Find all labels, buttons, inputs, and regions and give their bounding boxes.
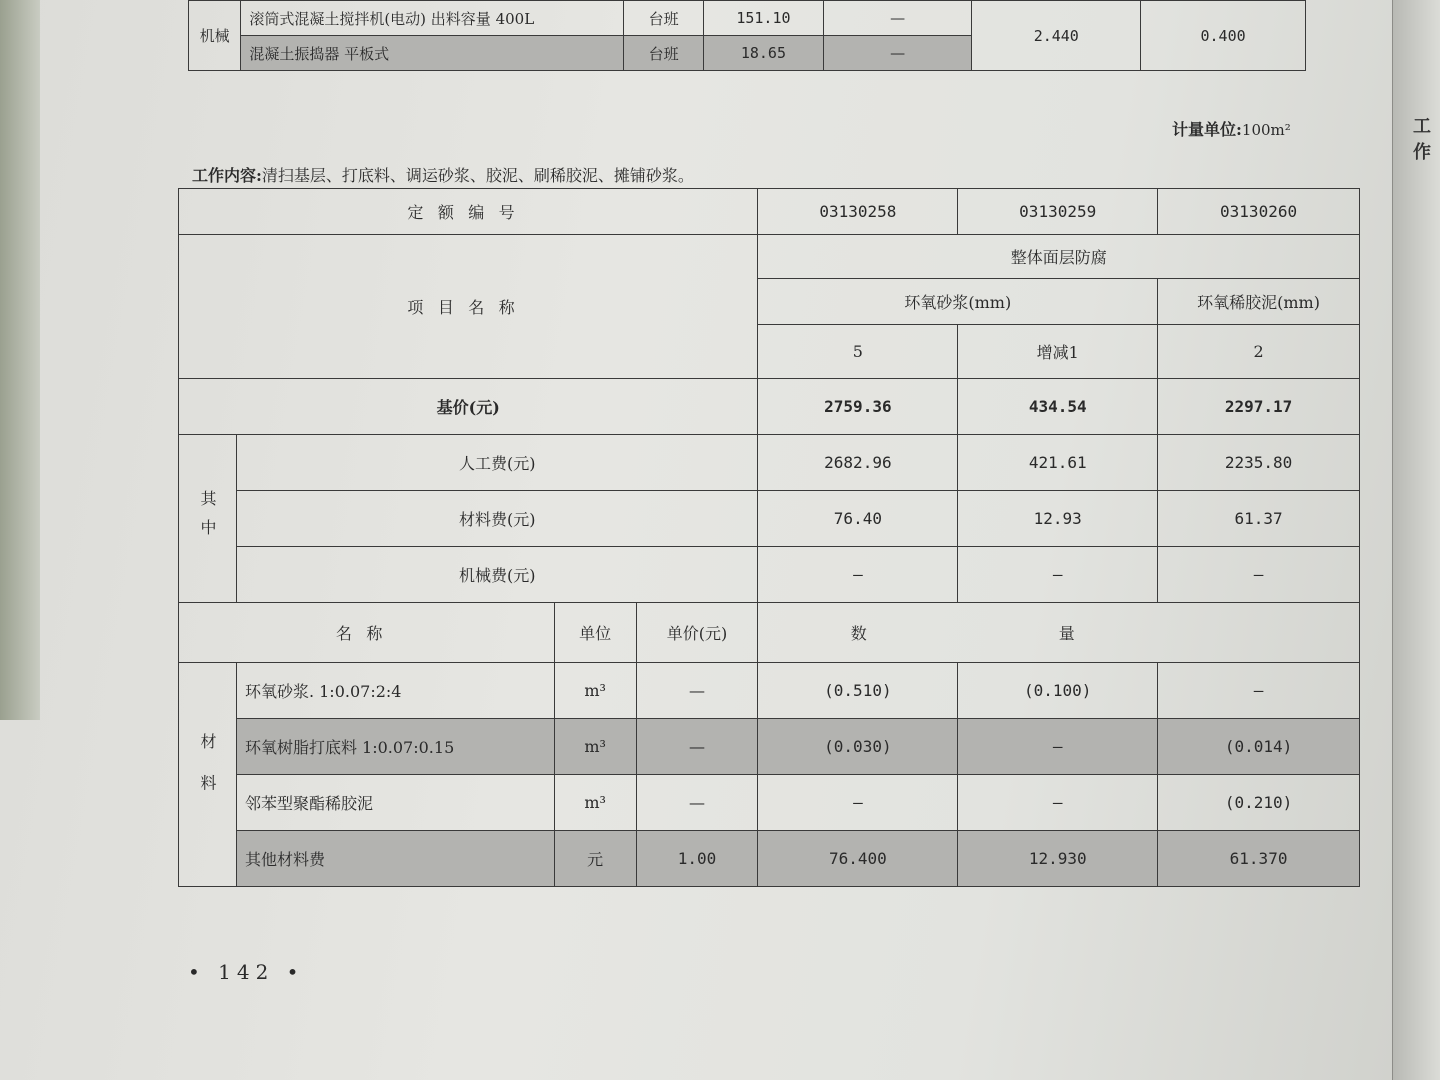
machine-qty-3: 0.400 [1141,1,1306,71]
cost-label: 机械费(元) [236,547,758,603]
subcategory-label: 环氧稀胶泥(mm) [1158,279,1360,325]
material-quantity: 76.400 [758,831,958,887]
machine-name: 滚筒式混凝土搅拌机(电动) 出料容量 400L [241,1,624,36]
material-name: 邻苯型聚酯稀胶泥 [236,775,554,831]
material-unit-price: — [636,663,758,719]
material-quantity: — [758,775,958,831]
page-edge [0,0,40,720]
material-name: 环氧树脂打底料 1:0.07:0.15 [236,719,554,775]
quota-table [178,188,1360,887]
machine-qty-1: — [823,36,972,71]
of-which-label: 其中 [179,435,237,603]
machine-name: 混凝土振捣器 平板式 [241,36,624,71]
machinery-table [188,0,1306,71]
material-unit-price: 1.00 [636,831,758,887]
material-name: 环氧砂浆. 1:0.07:2:4 [236,663,554,719]
unit-value: 100m² [1241,121,1291,139]
table-row [189,1,1306,36]
table-row [179,719,1360,775]
table-row [179,663,1360,719]
subcategory-label: 环氧砂浆(mm) [758,279,1158,325]
cost-value: — [1158,547,1360,603]
base-price-label: 基价(元) [179,379,758,435]
work-content [192,163,694,186]
table-row [179,547,1360,603]
cost-label: 材料费(元) [236,491,758,547]
table-row [179,603,1360,663]
machine-price: 151.10 [704,1,824,36]
cost-value: 61.37 [1158,491,1360,547]
material-quantity: — [958,719,1158,775]
machine-qty-1: — [823,1,972,36]
material-quantity: (0.210) [1158,775,1360,831]
material-unit: m³ [554,663,636,719]
cost-value: 2235.80 [1158,435,1360,491]
material-quantity: 61.370 [1158,831,1360,887]
material-unit-price: — [636,719,758,775]
table-row [179,235,1360,279]
cost-value: — [758,547,958,603]
material-quantity: (0.100) [958,663,1158,719]
work-content-label: 工作内容: [192,166,262,185]
machinery-group-label: 机械 [189,1,241,71]
base-price: 434.54 [958,379,1158,435]
table-row [179,491,1360,547]
cost-value: — [958,547,1158,603]
table-row [179,831,1360,887]
material-unit: m³ [554,719,636,775]
table-row [179,435,1360,491]
materials-quantity-header: 数量 [758,603,1360,663]
material-quantity: (0.014) [1158,719,1360,775]
machine-unit: 台班 [624,1,704,36]
base-price: 2297.17 [1158,379,1360,435]
unit-of-measure [1172,117,1291,140]
material-quantity: — [1158,663,1360,719]
material-unit: 元 [554,831,636,887]
material-name: 其他材料费 [236,831,554,887]
facing-page [1392,0,1440,1080]
materials-unit-header: 单位 [554,603,636,663]
table-row [179,189,1360,235]
unit-label: 计量单位: [1172,120,1242,139]
cost-value: 76.40 [758,491,958,547]
item-name-label: 项目名称 [179,235,758,379]
cost-value: 12.93 [958,491,1158,547]
quota-code: 03130258 [758,189,958,235]
facing-page-text: 工作 [1413,116,1431,163]
materials-group-label: 材料 [179,663,237,887]
table-row [179,379,1360,435]
materials-name-header: 名称 [179,603,555,663]
page-number: • 142 • [188,960,305,984]
cost-value: 421.61 [958,435,1158,491]
material-unit: m³ [554,775,636,831]
table-row [179,775,1360,831]
material-quantity: — [958,775,1158,831]
base-price: 2759.36 [758,379,958,435]
cost-label: 人工费(元) [236,435,758,491]
material-unit-price: — [636,775,758,831]
material-quantity: (0.030) [758,719,958,775]
materials-unit-price-header: 单价(元) [636,603,758,663]
thickness-value: 2 [1158,325,1360,379]
machine-unit: 台班 [624,36,704,71]
material-quantity: (0.510) [758,663,958,719]
cost-value: 2682.96 [758,435,958,491]
work-content-text: 清扫基层、打底料、调运砂浆、胶泥、刷稀胶泥、摊铺砂浆。 [261,166,694,185]
machine-price: 18.65 [704,36,824,71]
quota-code-label: 定额编号 [179,189,758,235]
quota-code: 03130259 [958,189,1158,235]
material-quantity: 12.930 [958,831,1158,887]
category-label: 整体面层防腐 [758,235,1360,279]
thickness-value: 增减1 [958,325,1158,379]
machine-qty-2: 2.440 [972,1,1141,71]
thickness-value: 5 [758,325,958,379]
quota-code: 03130260 [1158,189,1360,235]
